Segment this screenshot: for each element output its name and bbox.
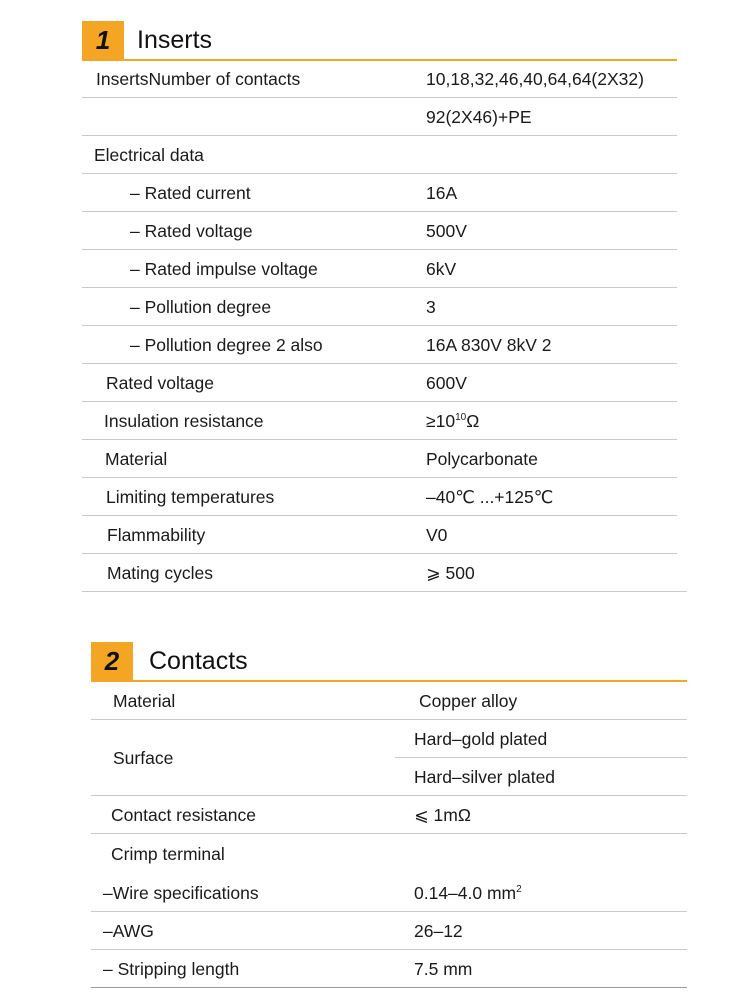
row-value: 10,18,32,46,40,64,64(2X32)	[426, 69, 644, 89]
row-label: Flammability	[107, 525, 206, 545]
row-label: – Stripping length	[103, 959, 240, 979]
section-title: Inserts	[137, 26, 213, 54]
row-value: 7.5 mm	[414, 959, 473, 979]
table-row	[82, 402, 677, 440]
row-value: Copper alloy	[419, 691, 518, 711]
table-row-surface	[91, 720, 687, 796]
table-row	[82, 98, 677, 136]
row-value: 3	[426, 297, 436, 317]
table-row	[82, 136, 677, 174]
row-value: 6kV	[426, 259, 457, 279]
table-row	[82, 364, 677, 402]
table-row	[82, 326, 677, 364]
row-label: Material	[105, 449, 168, 469]
table-row	[91, 874, 687, 912]
table-row	[82, 440, 677, 478]
row-label: Crimp terminal	[111, 844, 225, 864]
row-value: $\ge 10^{10}\Omega$	[426, 411, 480, 431]
section-title: Contacts	[149, 647, 248, 675]
row-label: – Rated voltage	[130, 221, 253, 241]
table-row	[82, 212, 677, 250]
table-row	[82, 250, 677, 288]
row-value: 0.14–4.0 $mm^2$	[414, 883, 522, 903]
row-label: Rated voltage	[106, 373, 214, 393]
row-value: 600V	[426, 373, 467, 393]
row-value: V0	[426, 525, 448, 545]
row-label: – Pollution degree	[130, 297, 272, 317]
row-label: – Rated impulse voltage	[130, 259, 318, 279]
row-value: Hard–gold plated	[414, 729, 548, 749]
row-label: Surface	[113, 748, 174, 768]
row-value: 16A 830V 8kV 2	[426, 335, 552, 355]
table-row	[91, 682, 687, 720]
row-label: Electrical data	[94, 145, 204, 165]
row-value: ⩽ 1mΩ	[414, 805, 471, 825]
table-row	[82, 174, 677, 212]
row-label: Material	[113, 691, 176, 711]
row-label: – Rated current	[130, 183, 251, 203]
row-value: Hard–silver plated	[414, 767, 556, 787]
table-row	[91, 950, 687, 988]
row-value: 16A	[426, 183, 458, 203]
row-value: ⩾ 500	[426, 563, 475, 583]
row-value: 500V	[426, 221, 467, 241]
row-label: Contact resistance	[111, 805, 256, 825]
section-number-badge: 1	[82, 21, 124, 59]
table-row	[82, 288, 677, 326]
row-label: –AWG	[103, 921, 154, 941]
row-label: Insulation resistance	[104, 411, 264, 431]
row-label: Mating cycles	[107, 563, 214, 583]
row-label: Limiting temperatures	[106, 487, 275, 507]
table-row	[82, 60, 677, 98]
table-row	[91, 835, 687, 873]
cell-divider	[395, 757, 687, 758]
row-label: –Wire specifications	[103, 883, 259, 903]
row-value: Polycarbonate	[426, 449, 538, 469]
table-row	[91, 796, 687, 834]
inserts-section-header	[82, 21, 677, 59]
row-label: InsertsNumber of contacts	[96, 69, 301, 89]
row-value: –40℃ ...+125℃	[426, 487, 554, 507]
section-number-badge: 2	[91, 642, 133, 680]
row-label: – Pollution degree 2 also	[130, 335, 323, 355]
row-value: 92(2X46)+PE	[426, 107, 532, 127]
table-row	[82, 478, 677, 516]
table-row	[82, 516, 677, 554]
contacts-section-header	[91, 642, 687, 680]
table-row	[91, 912, 687, 950]
table-row	[82, 554, 687, 592]
row-value: 26–12	[414, 921, 463, 941]
